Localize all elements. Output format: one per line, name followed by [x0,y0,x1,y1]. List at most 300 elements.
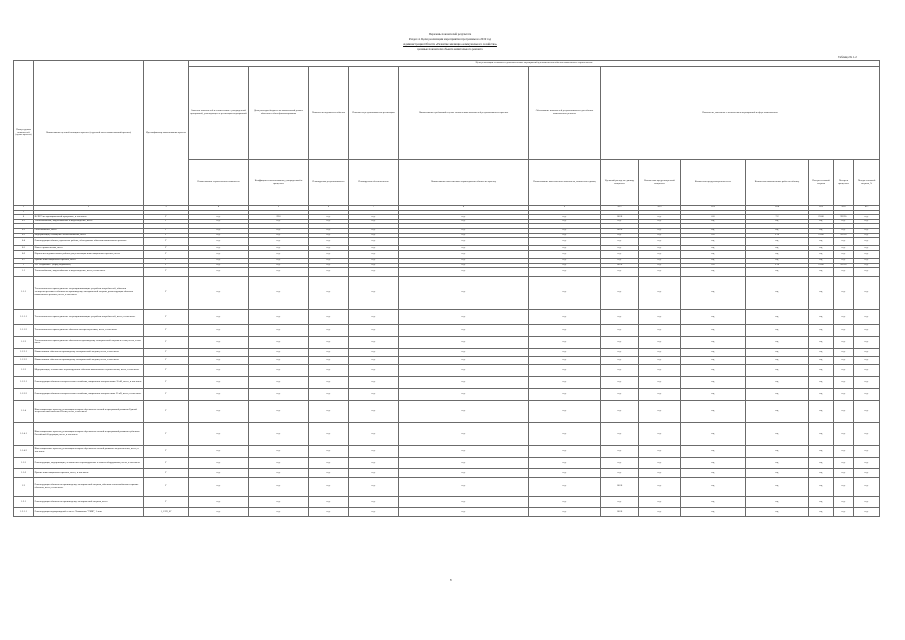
row-name-cell: Реконструкция объектов по производству электрической энергии, объектов теплоснабжения и прочих объектов, всего, в том числе [34,477,144,496]
row-name-cell: Наименование объекта по производству электрической энергии, всего, в том числе [34,348,144,356]
data-cell: н.д. [349,233,399,238]
data-cell: 7.2 [746,215,809,220]
data-cell: н.д. [309,365,349,377]
data-cell: 102.8 [601,508,639,516]
data-cell: н.д. [249,233,309,238]
data-cell: н.д. [746,423,809,446]
data-cell: н.д. [834,388,854,400]
row-name-cell: Технологическое присоединение объектов по производству электрической энергии к сетям, всего, в том числе [34,337,144,349]
data-cell: н.д. [854,457,880,469]
data-cell: н.д. [309,228,349,233]
data-cell: н.д. [601,423,639,446]
data-cell: н.д. [249,325,309,337]
data-cell: н.д. [309,238,349,246]
data-cell: 102.8 [601,215,639,220]
data-cell: н.д. [399,228,529,233]
data-cell: н.д. [529,388,601,400]
row-number-cell: 1.1.4.2 [14,445,34,457]
data-cell: Г [144,219,189,224]
header-organization: Администрация Области «Развитие жилищно-коммунального хозяйства» [403,42,497,46]
data-cell: н.д. [854,337,880,349]
data-cell: Г [144,496,189,508]
data-cell: н.д. [349,276,399,309]
data-cell: н.д. [834,400,854,423]
data-cell: Г [144,365,189,377]
column-number: 6 [309,206,349,211]
data-cell: н.д. [746,469,809,477]
data-cell: н.д. [639,219,681,224]
data-cell: н.д. [834,238,854,246]
data-cell: н.д. [349,477,399,496]
data-cell: н.д. [854,365,880,377]
data-cell: н.д. [681,325,746,337]
data-cell: н.д. [854,348,880,356]
data-cell: н.д. [349,246,399,251]
table-row [14,325,880,337]
row-number-cell: 1.1 [14,268,34,276]
row-name-cell: Прочие инвестиционные проекты, всего, в том числе [34,469,144,477]
row-name-cell: АО "Водоканал" (город Водоканал) [34,263,144,268]
table-row [14,268,880,276]
data-cell: н.д. [809,276,834,309]
data-cell: н.д. [249,496,309,508]
data-cell: н.д. [349,238,399,246]
data-cell: Г [144,263,189,268]
data-cell: 23.06 [809,233,834,238]
data-cell: н.д. [309,309,349,324]
data-cell: н.д. [309,388,349,400]
data-cell: н.д. [529,276,601,309]
data-cell: н.д. [639,423,681,446]
data-cell: н.д. [681,457,746,469]
data-cell: Г [144,337,189,349]
data-cell: н.д. [809,477,834,496]
data-cell: н.д. [399,423,529,446]
data-cell: н.д. [189,357,249,365]
row-number-cell: 1.2.1.1 [14,508,34,516]
data-cell: н.д. [529,263,601,268]
data-cell: н.д. [854,219,880,224]
data-cell: Г [144,388,189,400]
data-cell: н.д. [601,457,639,469]
data-cell: н.д. [249,400,309,423]
data-cell: 102.8 [601,228,639,233]
data-cell: н.д. [349,508,399,516]
data-cell: н.д. [834,496,854,508]
table-row [14,496,880,508]
data-cell: н.д. [854,469,880,477]
column-number: 10.6 [834,206,854,211]
data-cell: н.д. [529,325,601,337]
table-row [14,388,880,400]
data-cell: н.д. [349,348,399,356]
data-cell: н.д. [746,325,809,337]
data-cell: н.д. [639,238,681,246]
data-cell: н.д. [809,508,834,516]
data-cell: н.д. [834,357,854,365]
data-cell: н.д. [529,457,601,469]
data-cell: н.д. [746,250,809,258]
data-cell: н.д. [529,357,601,365]
data-cell: н.д. [529,309,601,324]
data-cell: н.д. [309,348,349,356]
data-cell: н.д. [309,496,349,508]
data-cell: н.д. [639,233,681,238]
data-cell: н.д. [601,246,639,251]
data-cell: н.д. [399,215,529,220]
data-cell: н.д. [681,268,746,276]
column-number: 1 [14,206,34,211]
col-header-identifier: Идентификатор наименования проекта [144,61,189,206]
data-cell: н.д. [189,348,249,356]
row-name-cell: Реконструкция объектов электросетевого хозяйства, напряжение которых ниже 35 кВ, всего, в том числе [34,388,144,400]
data-cell: н.д. [834,477,854,496]
data-cell: н.д. [834,365,854,377]
data-cell: н.д. [309,400,349,423]
data-cell: н.д. [249,348,309,356]
page-number: 8 [450,578,452,582]
data-cell: н.д. [249,250,309,258]
data-cell: н.д. [309,377,349,389]
table-row [14,377,880,389]
data-cell: н.д. [834,337,854,349]
row-name-cell: Теплоснабжение, водоснабжение и водоотведение, всего, в том числе [34,268,144,276]
data-cell: н.д. [399,477,529,496]
data-cell: н.д. [399,496,529,508]
data-cell: н.д. [249,508,309,516]
table-row [14,357,880,365]
data-cell: н.д. [809,309,834,324]
data-cell: н.д. [834,219,854,224]
data-cell: Г [144,276,189,309]
row-number-cell: 1.2.1 [14,496,34,508]
data-cell: н.д. [529,233,601,238]
row-name-cell: Инвестиционные проекты, реализация которых обусловлена схемой и программой развития Единой энергетической системы России, всего, в том числе [34,400,144,423]
data-cell: 23.06 [809,263,834,268]
data-cell: н.д. [349,259,399,264]
table-row [14,348,880,356]
data-cell: н.д. [746,268,809,276]
table-row [14,250,880,258]
table-row [14,365,880,377]
header-line-1: Перечень показателей результата [428,32,472,36]
data-cell: н.д. [854,238,880,246]
column-number: 10.2 [639,206,681,211]
data-cell: Г [144,246,189,251]
data-cell: н.д. [529,268,601,276]
row-number-cell: 1.1.1.2 [14,325,34,337]
data-cell: н.д. [189,337,249,349]
data-cell: н.д. [639,228,681,233]
data-cell: н.д. [529,238,601,246]
row-number-cell: 1.2 [14,477,34,496]
data-cell: н.д. [681,477,746,496]
data-cell: н.д. [349,357,399,365]
data-cell: н.д. [681,508,746,516]
data-cell: н.д. [189,238,249,246]
data-cell: 99.9% [834,263,854,268]
row-number-cell: 1.1.4 [14,400,34,423]
data-cell: н.д. [809,457,834,469]
row-name-cell: Наименование объекта по производству электрической энергии, всего, в том числе [34,357,144,365]
data-cell: н.д. [854,423,880,446]
data-cell: н.д. [639,477,681,496]
row-name-cell: Новое строительство, всего [34,246,144,251]
data-cell: н.д. [349,215,399,220]
data-cell: н.д. [529,400,601,423]
data-cell: н.д. [189,423,249,446]
data-cell: н.д. [309,250,349,258]
row-name-cell: Технологическое присоединение энергопринимающих устройств потребителей, объектов электроэнергетики и объектов по производству электрической энергии, реконструкция объектов капитального ремонта, всего, в том числе [34,276,144,309]
data-cell: н.д. [399,276,529,309]
data-cell: н.д. [746,496,809,508]
data-cell: н.д. [309,233,349,238]
data-cell: н.д. [809,337,834,349]
table-row [14,457,880,469]
data-cell: н.д. [746,388,809,400]
data-cell: н.д. [601,469,639,477]
data-cell: н.д. [349,228,399,233]
data-cell: н.д. [639,445,681,457]
sub-header-13: Количество выполненных работ по объекту [746,160,809,206]
data-cell: н.д. [601,268,639,276]
column-number: 10.5 [809,206,834,211]
data-cell: н.д. [809,377,834,389]
data-cell: н.д. [529,496,601,508]
data-cell: н.д. [399,348,529,356]
row-number-cell: 1.1.3.2 [14,388,34,400]
row-name-cell: Технологическое присоединение объектов электроэнергетики, всего, в том числе [34,325,144,337]
data-cell: н.д. [854,259,880,264]
data-cell: н.д. [601,309,639,324]
column-number: 5 [249,206,309,211]
table-row [14,477,880,496]
data-cell: н.д. [639,469,681,477]
data-cell: н.д. [854,246,880,251]
data-cell: н.д. [854,477,880,496]
data-cell: н.д. [746,357,809,365]
data-cell: н.д. [349,219,399,224]
data-cell: н.д. [746,400,809,423]
data-cell: н.д. [399,250,529,258]
data-cell: н.д. [309,477,349,496]
data-cell: н.д. [399,445,529,457]
header-line-4: целевые показатели объекта капитального ремонта [417,47,483,51]
sub-header-4: Наименование строительного показателя [189,160,249,206]
data-cell: н.д. [399,268,529,276]
data-cell: н.д. [809,388,834,400]
data-cell: н.д. [309,337,349,349]
data-cell: н.д. [399,469,529,477]
column-number: 4 [189,206,249,211]
data-cell: н.д. [399,508,529,516]
col-header-span-top: Цели реализации основных и дополнительных мероприятий для выполнения объекта капитального строительства [189,61,880,67]
data-cell: н.д. [746,457,809,469]
data-cell: Г [144,477,189,496]
data-cell: н.д. [639,365,681,377]
data-cell: н.д. [809,445,834,457]
data-cell: н.д. [746,337,809,349]
data-cell: н.д. [189,276,249,309]
row-number-cell: 0.2 [14,228,34,233]
data-cell: н.д. [681,388,746,400]
data-cell: н.д. [309,246,349,251]
data-cell: н.д. [746,477,809,496]
data-cell: н.д. [809,496,834,508]
data-cell: н.д. [854,496,880,508]
data-cell: н.д. [349,268,399,276]
data-cell: н.д. [639,508,681,516]
data-cell: н.д. [746,238,809,246]
data-cell: н.д. [309,219,349,224]
data-cell: н.д. [309,325,349,337]
sub-header-5: Коэффициент использования, утвержденный в процентах [249,160,309,206]
data-cell: н.д. [746,508,809,516]
row-number-cell: 0.5 [14,246,34,251]
data-cell: н.д. [834,309,854,324]
row-name-cell: Прочие инвестиционные проекты, всего [34,259,144,264]
data-cell: н.д. [529,259,601,264]
data-cell: н.д. [529,219,601,224]
data-cell: н.д. [189,228,249,233]
row-number-cell: 0.1 [14,219,34,224]
table-row [14,445,880,457]
data-cell: н.д. [399,238,529,246]
col-header-9: Обоснование показателей результативности для объекта капитального ремонта [529,67,601,160]
data-cell: н.д. [189,325,249,337]
row-number-cell: 0.4 [14,238,34,246]
row-number-cell: 0.6 [14,250,34,258]
data-cell: н.д. [349,263,399,268]
data-cell: н.д. [249,309,309,324]
data-cell: н.д. [639,268,681,276]
data-cell: н.д. [189,457,249,469]
data-cell: н.д. [601,259,639,264]
column-number: 10.7 [854,206,880,211]
data-cell: н.д. [529,348,601,356]
col-header-group-number: Номер группы показателей (пункт проекта) [14,61,34,206]
data-cell: н.д. [681,423,746,446]
data-cell: Г [144,259,189,264]
data-cell: н.д. [809,238,834,246]
data-cell: н.д. [189,388,249,400]
sub-header-6: Планируемая результативность [309,160,349,206]
table-row [14,508,880,516]
data-cell: н.д. [681,496,746,508]
data-cell: н.д. [809,246,834,251]
data-cell: н.д. [601,365,639,377]
data-cell: н.д. [809,469,834,477]
sub-header-12: Количество предусмотренных мест [681,160,746,206]
data-cell: н.д. [349,325,399,337]
data-cell: н.д. [854,400,880,423]
data-cell: н.д. [681,337,746,349]
data-cell: н.д. [854,508,880,516]
data-cell: н.д. [601,445,639,457]
col-header-7: Показатель результативности реализации [349,67,399,160]
data-cell: н.д. [601,348,639,356]
data-cell: н.д. [809,357,834,365]
data-cell: н.д. [399,219,529,224]
col-header-position-name: Наименование целевой позиции в проекте (в русской части наименований проекта) [34,61,144,206]
data-cell: н.д. [399,263,529,268]
data-cell: н.д. [189,309,249,324]
data-cell: 0.8 [681,263,746,268]
data-cell: 99.9% [834,233,854,238]
data-cell: Г [144,400,189,423]
data-cell: н.д. [854,215,880,220]
header-line-2: Раздел 4. Цели реализации мероприятия программы на 2019 год [408,37,492,41]
data-cell: н.д. [249,445,309,457]
sub-header-7: Планируемая обеспеченность [349,160,399,206]
data-cell: н.д. [639,496,681,508]
data-cell: н.д. [349,496,399,508]
data-cell: н.д. [639,215,681,220]
data-cell: н.д. [681,309,746,324]
data-cell: н.д. [249,357,309,365]
data-cell: н.д. [746,377,809,389]
data-cell: н.д. [189,469,249,477]
data-cell: н.д. [809,423,834,446]
data-cell: н.д. [681,228,746,233]
data-cell: н.д. [746,445,809,457]
data-cell: Г [144,309,189,324]
data-cell: 0.8 [681,233,746,238]
data-cell: н.д. [309,469,349,477]
data-cell: н.д. [189,268,249,276]
column-number: 2 [34,206,144,211]
data-cell: Г [144,457,189,469]
data-cell: н.д. [834,228,854,233]
row-name-cell: ВСЕГО по муниципальной программе, в том числе [34,215,144,220]
data-cell: н.д. [189,400,249,423]
data-cell: Г [144,215,189,220]
data-cell: н.д. [399,377,529,389]
data-cell: н.д. [834,469,854,477]
data-cell: н.д. [834,276,854,309]
data-cell: н.д. [249,457,309,469]
sub-header-15: Потери в процентах [834,160,854,206]
data-cell: н.д. [639,357,681,365]
data-cell: н.д. [639,263,681,268]
row-name-cell: Технологическое присоединение энергопринимающих устройств потребителей, всего, в том числе [34,309,144,324]
data-cell: н.д. [639,337,681,349]
data-cell: н.д. [601,325,639,337]
data-cell: н.д. [529,228,601,233]
row-number-cell: 1.1.2.2 [14,357,34,365]
data-cell: н.д. [309,445,349,457]
data-cell: н.д. [639,348,681,356]
data-cell: н.д. [529,445,601,457]
data-cell: н.д. [834,259,854,264]
data-cell: Г [144,469,189,477]
data-cell: Г [144,423,189,446]
data-cell: н.д. [529,250,601,258]
data-cell: н.д. [809,348,834,356]
data-cell: н.д. [809,228,834,233]
column-number: 10.4 [746,206,809,211]
row-number-cell: 1 [14,210,34,215]
sub-header-9: Наименование качественного показателя, количество единиц [529,160,601,206]
data-cell: н.д. [249,423,309,446]
data-cell: н.д. [189,246,249,251]
data-cell: 102.8 [601,477,639,496]
data-cell: н.д. [249,259,309,264]
row-name-cell: Реконструкция объектов по производству электрической энергии, всего [34,496,144,508]
data-cell: н.д. [854,276,880,309]
data-cell: н.д. [349,250,399,258]
data-cell: н.д. [399,259,529,264]
